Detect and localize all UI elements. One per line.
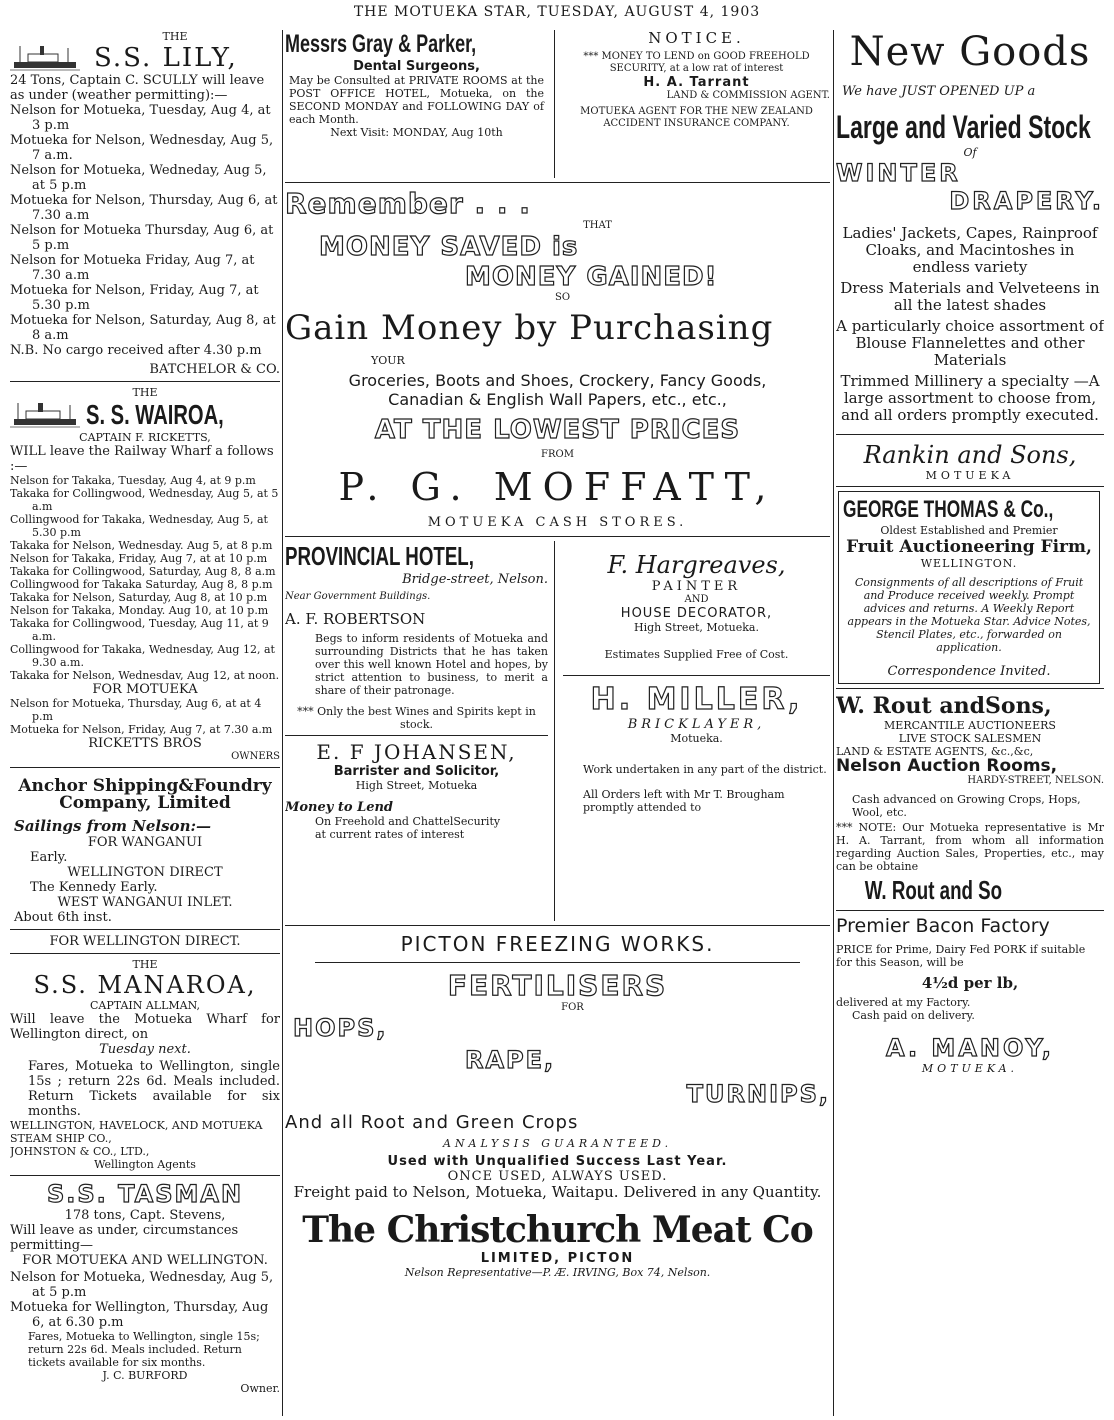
wairoa-owner: RICKETTS BROS (88, 736, 202, 751)
ad-ss-wairoa (10, 386, 280, 763)
masthead: THE MOTUEKA STAR, TUESDAY, AUGUST 4, 1903 (353, 4, 761, 20)
picton-turnips: TURNIPS, (686, 1080, 830, 1108)
ad-ss-manaroa (10, 934, 280, 1171)
ad-ss-lily (10, 30, 280, 377)
miller-trade: BRICKLAYER, (627, 717, 766, 732)
bacon-owner: A. MANOY, (885, 1034, 1055, 1062)
ad-provincial-hotel-johansen (285, 541, 555, 921)
wairoa-sailing: Takaka for Collingwood, Tuesday, Aug 11, at 9 a.m. (10, 617, 269, 643)
column-rule (833, 30, 834, 1416)
hargreaves-name: F. Hargreaves, (607, 551, 786, 579)
newgoods-item-2: Dress Materials and Velveteens in all the latest shades (840, 279, 1100, 314)
ad-gray-parker (285, 30, 555, 178)
moffatt-line2: MONEY GAINED! (465, 262, 718, 292)
bacon-delivered: delivered at my Factory. (836, 996, 971, 1009)
column-right (836, 30, 1104, 1420)
moffatt-from: FROM (541, 449, 574, 460)
rout-line-3: LAND & ESTATE AGENTS, &c.,&c, (836, 745, 1034, 758)
tasman-tons: 178 tons, Capt. Stevens, (64, 1208, 226, 1223)
tasman-owner: J. C. BURFORD (102, 1369, 188, 1382)
picton-once: ONCE USED, ALWAYS USED. (447, 1169, 668, 1184)
wairoa-sailing: Collingwood for Takaka, Wednesday, Aug 5, at 5.30 p.m (10, 513, 268, 539)
wairoa-sailing: Takaka for Collingwood, Wednesday, Aug 5, at 5 a.m (10, 487, 279, 513)
manaroa-agents-label: Wellington Agents (94, 1158, 196, 1171)
wairoa-sailing: Takaka for Nelson, Wednesdav, Aug 12, at noon. (10, 669, 280, 682)
picton-analysis: ANALYSIS GUARANTEED. (442, 1137, 673, 1150)
wairoa-sailing: Takaka for Collingwood, Saturday, Aug 8, 8 a.m (10, 565, 276, 578)
notice-body: *** MONEY TO LEND on GOOD FREEHOLD SECURITY, at a low rat of interest (583, 51, 810, 74)
hargreaves-and: AND (684, 594, 709, 605)
newgoods-stock: Large and Varied Stock (836, 109, 1091, 145)
johansen-name: E. F JOHANSEN, (316, 740, 517, 764)
ad-w-rout (836, 693, 1104, 906)
thomas-place: WELLINGTON. (920, 557, 1018, 570)
ad-notice-tarrant (555, 30, 830, 178)
dental-subtitle: Dental Surgeons, (353, 59, 480, 74)
newgoods-firm: Rankin and Sons, (863, 441, 1077, 469)
lily-sailing: Nelson for Motueka Thursday, Aug 6, at 5 p.m (10, 223, 274, 253)
newgoods-item-1: Ladies' Jackets, Capes, Rainproof Cloaks, and Macintoshes in endless variety (842, 224, 1098, 276)
wairoa-the: THE (132, 386, 158, 399)
tasman-sailing: Motueka for Wellington, Thursday, Aug 6, at 6.30 p.m (10, 1300, 269, 1330)
newgoods-item-3: A particularly choice assortment of Blouse Flannelettes and other Materials (836, 317, 1104, 369)
johansen-address: High Street, Motueka (355, 779, 478, 792)
miller-place: Motueka. (670, 732, 723, 745)
notice-name: H. A. Tarrant (643, 75, 750, 90)
rout-footer: W. Rout and So (864, 875, 1003, 905)
hotel-near: Near Government Buildings. (285, 591, 431, 602)
moffatt-lowest: AT THE LOWEST PRICES (374, 415, 741, 445)
anchor-title-2: Company, Limited (59, 793, 231, 813)
johansen-body-1: On Freehold and ChattelSecurity (315, 815, 501, 828)
picton-company: The Christchurch Meat Co (302, 1209, 813, 1251)
hargreaves-trade-2: HOUSE DECORATOR, (620, 606, 773, 621)
picton-rape: RAPE, (465, 1046, 556, 1074)
newgoods-title: New Goods (849, 30, 1091, 75)
hotel-body: Begs to inform residents of Motueka and surrounding Districts that he has taken over this well known Hotel and hopes, by strict attention to business, to merit a share of their patronage. (315, 632, 548, 697)
lily-the: THE (162, 30, 188, 43)
picton-title: PICTON FREEZING WORKS. (400, 932, 715, 956)
anchor-west-wanganui: WEST WANGANUI INLET. (57, 895, 233, 910)
tasman-owner-label: Owner. (240, 1382, 280, 1395)
thomas-name: GEORGE THOMAS & Co., (843, 496, 1054, 523)
rout-line-1: MERCANTILE AUCTIONEERS (884, 719, 1056, 732)
column-shipping (10, 30, 280, 1420)
johansen-role: Barrister and Solicitor, (333, 764, 500, 779)
moffatt-so: SO (554, 292, 571, 303)
miller-body-1: Work undertaken in any part of the district. (583, 763, 827, 776)
hargreaves-trade-1: PAINTER (651, 579, 742, 594)
picton-crops: And all Root and Green Crops (285, 1112, 579, 1133)
picton-freight: Freight paid to Nelson, Motueka, Waitapu. Delivered in any Quantity. (293, 1183, 822, 1201)
wairoa-intro: WILL leave the Railway Wharf a follows :— (10, 444, 274, 474)
lily-intro: 24 Tons, Captain C. SCULLY will leave as under (weather permitting):— (10, 73, 265, 103)
ad-rankin-new-goods (836, 30, 1104, 482)
manaroa-captain: CAPTAIN ALLMAN, (89, 999, 201, 1012)
rout-name: W. Rout andSons, (836, 693, 1052, 719)
ad-premier-bacon (836, 915, 1104, 1075)
wairoa-captain: CAPTAIN F. RICKETTS, (79, 431, 211, 444)
anchor-for-wanganui: FOR WANGANUI (87, 835, 203, 850)
ad-ss-tasman (10, 1180, 280, 1395)
steamship-icon (10, 44, 80, 72)
picton-used: Used with Unqualified Success Last Year. (387, 1154, 728, 1169)
anchor-about: About 6th inst. (14, 910, 112, 925)
hargreaves-estimates: Estimates Supplied Free of Cost. (604, 648, 789, 661)
column-rule (282, 30, 283, 1416)
miller-name: H. MILLER, (590, 682, 803, 717)
moffatt-goods-2: Canadian & English Wall Papers, etc., etc., (388, 390, 727, 409)
moffatt-that: THAT (583, 220, 612, 231)
ad-moffatt (285, 187, 830, 530)
picton-rep: Nelson Representative—P. Æ. IRVING, Box 74, Nelson. (404, 1266, 711, 1279)
bacon-body: PRICE for Prime, Dairy Fed PORK if suitable for this Season, will be (836, 943, 1086, 969)
anchor-title-1: Anchor Shipping&Foundry (18, 776, 272, 796)
column-middle (285, 30, 830, 1420)
tasman-route: FOR MOTUEKA AND WELLINGTON. (22, 1253, 268, 1268)
moffatt-goods-1: Groceries, Boots and Shoes, Crockery, Fancy Goods, (348, 371, 767, 390)
wairoa-sailing: Collingwood for Takaka, Wednesday, Aug 12, at 9.30 a.m. (10, 643, 275, 669)
picton-hops: HOPS, (293, 1014, 388, 1042)
hotel-title: PROVINCIAL HOTEL, (285, 541, 474, 571)
wairoa-sailing: Nelson for Takaka, Tuesday, Aug 4, at 9 p.m (10, 474, 256, 487)
anchor-wellington-direct: WELLINGTON DIRECT (67, 865, 223, 880)
bacon-price: 4½d per lb, (921, 974, 1019, 992)
moffatt-name: P. G. MOFFATT, (338, 465, 777, 509)
wairoa-sailing: Collingwood for Takaka Saturday, Aug 8, 8 p.m (10, 578, 273, 591)
thomas-firm: Fruit Auctioneering Firm, (846, 537, 1092, 557)
wairoa-motueka-sailing: Nelson for Motueka, Thursday, Aug 6, at at 4 p.m (10, 697, 262, 723)
dental-next-visit: Next Visit: MONDAY, Aug 10th (330, 126, 503, 139)
picton-limited: LIMITED, PICTON (480, 1251, 635, 1266)
lily-sailing: Motueka for Nelson, Saturday, Aug 8, at 8 a.m (10, 313, 276, 343)
anchor-sailings-heading: Sailings from Nelson:— (14, 817, 212, 835)
wairoa-sailing: Takaka for Nelson, Saturday, Aug 8, at 10 p.m (10, 591, 268, 604)
lily-sailing: Nelson for Motueka Friday, Aug 7, at 7.30 a.m (10, 253, 255, 283)
ad-anchor-shipping (10, 772, 280, 925)
newgoods-opened: We have JUST OPENED UP a (842, 84, 1036, 99)
moffatt-your: YOUR (371, 354, 405, 367)
lily-sailing: Motueka for Nelson, Thursday, Aug 6, at 7.30 a.m (10, 193, 278, 223)
newgoods-winter: WINTER (836, 159, 961, 187)
lily-title: S.S. LILY, (94, 43, 238, 73)
wairoa-title: S. S. WAIROA, (86, 399, 224, 430)
moffatt-store: MOTUEKA CASH STORES. (427, 515, 688, 530)
hotel-street: Bridge-street, Nelson. (402, 572, 548, 587)
manaroa-for-wellington: FOR WELLINGTON DIRECT. (49, 934, 241, 949)
hotel-note: *** Only the best Wines and Spirits kept in stock. (297, 705, 536, 731)
lily-nb: N.B. No cargo received after 4.30 p.m (10, 343, 262, 358)
notice-role: LAND & COMMISSION AGENT. (666, 90, 830, 101)
tasman-intro: Will leave as under, circumstances permitting— (10, 1223, 239, 1253)
ad-picton-freezing (285, 932, 830, 1279)
moffatt-headline: Gain Money by Purchasing (285, 308, 774, 348)
moffatt-line1: MONEY SAVED is (319, 232, 579, 262)
moffatt-remember: Remember . . . (285, 187, 531, 220)
dental-body: May be Consulted at PRIVATE ROOMS at the POST OFFICE HOTEL, Motueka, on the SECOND MONDAY and FOLLOWING DAY of each Month. (289, 74, 544, 126)
tasman-fares: Fares, Motueka to Wellington, single 15s; return 22s 6d. Meals included. Return tickets available for six months. (28, 1330, 260, 1369)
lily-sailing: Motueka for Nelson, Wednesday, Aug 5, 7 a.m. (10, 133, 274, 163)
rout-cash: Cash advanced on Growing Crops, Hops, Wool, etc. (852, 793, 1081, 819)
newgoods-place: MOTUEKA (925, 469, 1015, 482)
notice-title: NOTICE. (648, 30, 745, 47)
manaroa-title: S.S. MANAROA, (33, 971, 257, 999)
bacon-place: MOTUEKA. (921, 1062, 1019, 1075)
picton-for: FOR (561, 1002, 584, 1013)
newgoods-drapery: DRAPERY. (949, 187, 1104, 215)
anchor-early: Early. (30, 850, 68, 865)
manaroa-company: WELLINGTON, HAVELOCK, AND MOTUEKA STEAM SHIP CO., (10, 1119, 263, 1145)
wairoa-sailing: Takaka for Nelson, Wednesday. Aug 5, at 8 p.m (10, 539, 273, 552)
picton-fertilisers: FERTILISERS (447, 969, 668, 1002)
lily-agent: BATCHELOR & CO. (149, 362, 280, 377)
miller-body-2: All Orders left with Mr T. Brougham promptly attended to (583, 788, 785, 814)
tasman-title: S.S. TASMAN (46, 1180, 244, 1208)
rout-rooms: Nelson Auction Rooms, (836, 756, 1058, 776)
anchor-kennedy: The Kennedy Early. (30, 880, 158, 895)
manaroa-intro: Will leave the Motueka Wharf for Wellington direct, on (10, 1012, 280, 1042)
lily-sailing: Nelson for Motueka, Tuesday, Aug 4, at 3 p.m (10, 103, 271, 133)
thomas-tagline: Oldest Established and Premier (880, 524, 1058, 537)
ad-george-thomas (838, 491, 1100, 684)
bacon-cash: Cash paid on delivery. (852, 1009, 975, 1022)
rout-line-2: LIVE STOCK SALESMEN (898, 732, 1042, 745)
johansen-body-2: at current rates of interest (315, 828, 465, 841)
bacon-title: Premier Bacon Factory (836, 915, 1050, 937)
newgoods-of: Of (963, 146, 977, 159)
notice-agency: MOTUEKA AGENT FOR THE NEW ZEALAND ACCIDENT INSURANCE COMPANY. (580, 106, 813, 129)
hargreaves-address: High Street, Motueka. (633, 621, 759, 634)
manaroa-fares: Fares, Motueka to Wellington, single 15s ; return 22s 6d. Meals included. Return Tickets available for six months. (28, 1059, 280, 1119)
newgoods-item-4: Trimmed Millinery a specialty —A large assortment to choose from, and all orders promptly executed. (840, 372, 1100, 424)
thomas-correspondence: Correspondence Invited. (887, 664, 1051, 679)
wairoa-sailing: Nelson for Takaka, Monday. Aug 10, at 10 p.m (10, 604, 269, 617)
lily-sailing: Motueka for Nelson, Friday, Aug 7, at 5.30 p.m (10, 283, 259, 313)
dental-title: Messrs Gray & Parker, (285, 30, 477, 58)
manaroa-day: Tuesday next. (99, 1042, 191, 1057)
lily-sailing: Nelson for Motueka, Wedneday, Aug 5, at 5 p.m (10, 163, 267, 193)
manaroa-agents: JOHNSTON & CO., LTD., (10, 1145, 150, 1158)
thomas-body: Consignments of all descriptions of Fruit and Produce received weekly. Prompt advices and returns. A Weekly Report appears in the Motueka Star. Advice Notes, Stencil Plates, etc., forwarded on application. (847, 576, 1091, 654)
tasman-sailing: Nelson for Motueka, Wednesday, Aug 5, at 5 p.m (10, 1270, 274, 1300)
rout-note: *** NOTE: Our Motueka representative is Mr H. A. Tarrant, from whom all information regarding Auction Sales, Properties, etc., may can be obtaine (836, 821, 1104, 873)
steamship-icon (10, 401, 80, 429)
wairoa-sailing: Nelson for Takaka, Friday, Aug 7, at at 10 p.m (10, 552, 268, 565)
ad-hargreaves-miller (555, 541, 830, 921)
wairoa-motueka-sailing: Motueka for Nelson, Friday, Aug 7, at 7.30 a.m (10, 723, 273, 736)
rout-address: HARDY-STREET, NELSON. (967, 775, 1104, 786)
wairoa-owners-label: OWNERS (231, 751, 280, 762)
wairoa-for-motueka: FOR MOTUEKA (92, 682, 198, 697)
johansen-money: Money to Lend (285, 800, 394, 815)
manaroa-the: THE (132, 958, 158, 971)
hotel-owner: A. F. ROBERTSON (285, 610, 426, 628)
